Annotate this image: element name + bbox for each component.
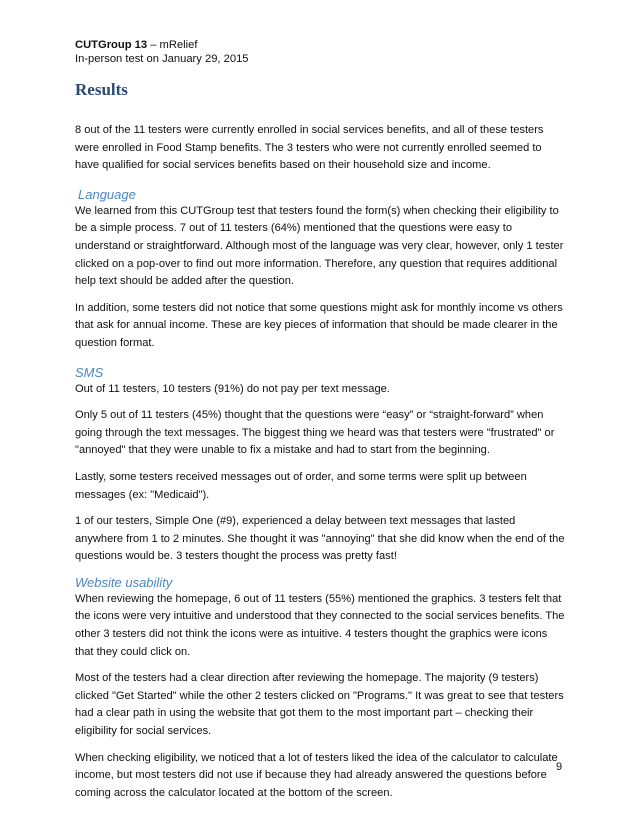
heading-sms: SMS bbox=[75, 364, 104, 380]
header-org: CUTGroup 13 bbox=[75, 39, 148, 51]
header-subtitle: In-person test on January 29, 2015 bbox=[75, 53, 249, 65]
header-project: – mRelief bbox=[147, 39, 198, 51]
section-title: Results bbox=[75, 80, 128, 99]
paragraph: Only 5 out of 11 testers (45%) thought that the questions were “easy” or “straight-forward” when going through the text messages. The biggest thing we heard was that testers were "frustrated" or "annoyed" that they were unable to fix a mistake and had to start from the beginning. bbox=[75, 409, 555, 457]
paragraph: Lastly, some testers received messages out of order, and some terms were split up between messages (ex: "Medicaid"). bbox=[75, 470, 527, 501]
paragraph: We learned from this CUTGroup test that testers found the form(s) when checking their eligibility to be a simple process. 7 out of 11 testers (64%) mentioned that the questions were easy to understand or straightforward. Although most of the language was very clear, however, only 1 tester clicked on a pop-over to find out more information. Therefore, any question that requires additional help text should be added after the question. bbox=[75, 204, 564, 288]
page-number: 9 bbox=[556, 761, 563, 773]
paragraph: Most of the testers had a clear direction after reviewing the homepage. The majority (9 testers) clicked "Get Started" while the other 2 testers clicked on "Programs." It was great to see that testers had a clear path in using the website that got them to the most important part – checking their eligibility for social services. bbox=[75, 672, 564, 738]
header-line-1 bbox=[75, 38, 249, 52]
paragraph: When reviewing the homepage, 6 out of 11 testers (55%) mentioned the graphics. 3 testers felt that the icons were very intuitive and understood that they connected to the social services benefits. The other 3 testers did not think the icons were as intuitive. 4 testers thought the graphics were icons that they could click on. bbox=[75, 592, 565, 658]
heading-website-usability: Website usability bbox=[75, 574, 173, 590]
paragraph: 1 of our testers, Simple One (#9), experienced a delay between text messages that lasted anywhere from 1 to 2 minutes. She thought it was "annoying" that she did know when the end of the questions would be. 3 testers thought the process was pretty fast! bbox=[75, 515, 565, 563]
paragraph: When checking eligibility, we noticed that a lot of testers liked the idea of the calculator to calculate income, but most testers did not use if because they had already answered the questions before coming across the calculator located at the bottom of the screen. bbox=[75, 751, 558, 799]
page-header bbox=[75, 38, 249, 66]
document-body bbox=[75, 122, 565, 811]
paragraph: Out of 11 testers, 10 testers (91%) do not pay per text message. bbox=[75, 382, 390, 395]
intro-paragraph: 8 out of the 11 testers were currently enrolled in social services benefits, and all of these testers were enrolled in Food Stamp benefits. The 3 testers who were not currently enrolled seemed to have qualified for social services benefits based on their household size and income. bbox=[75, 124, 544, 172]
paragraph: In addition, some testers did not notice that some questions might ask for monthly income vs others that ask for annual income. These are key pieces of information that should be made clearer in the question format. bbox=[75, 301, 563, 349]
heading-language: Language bbox=[78, 186, 136, 202]
